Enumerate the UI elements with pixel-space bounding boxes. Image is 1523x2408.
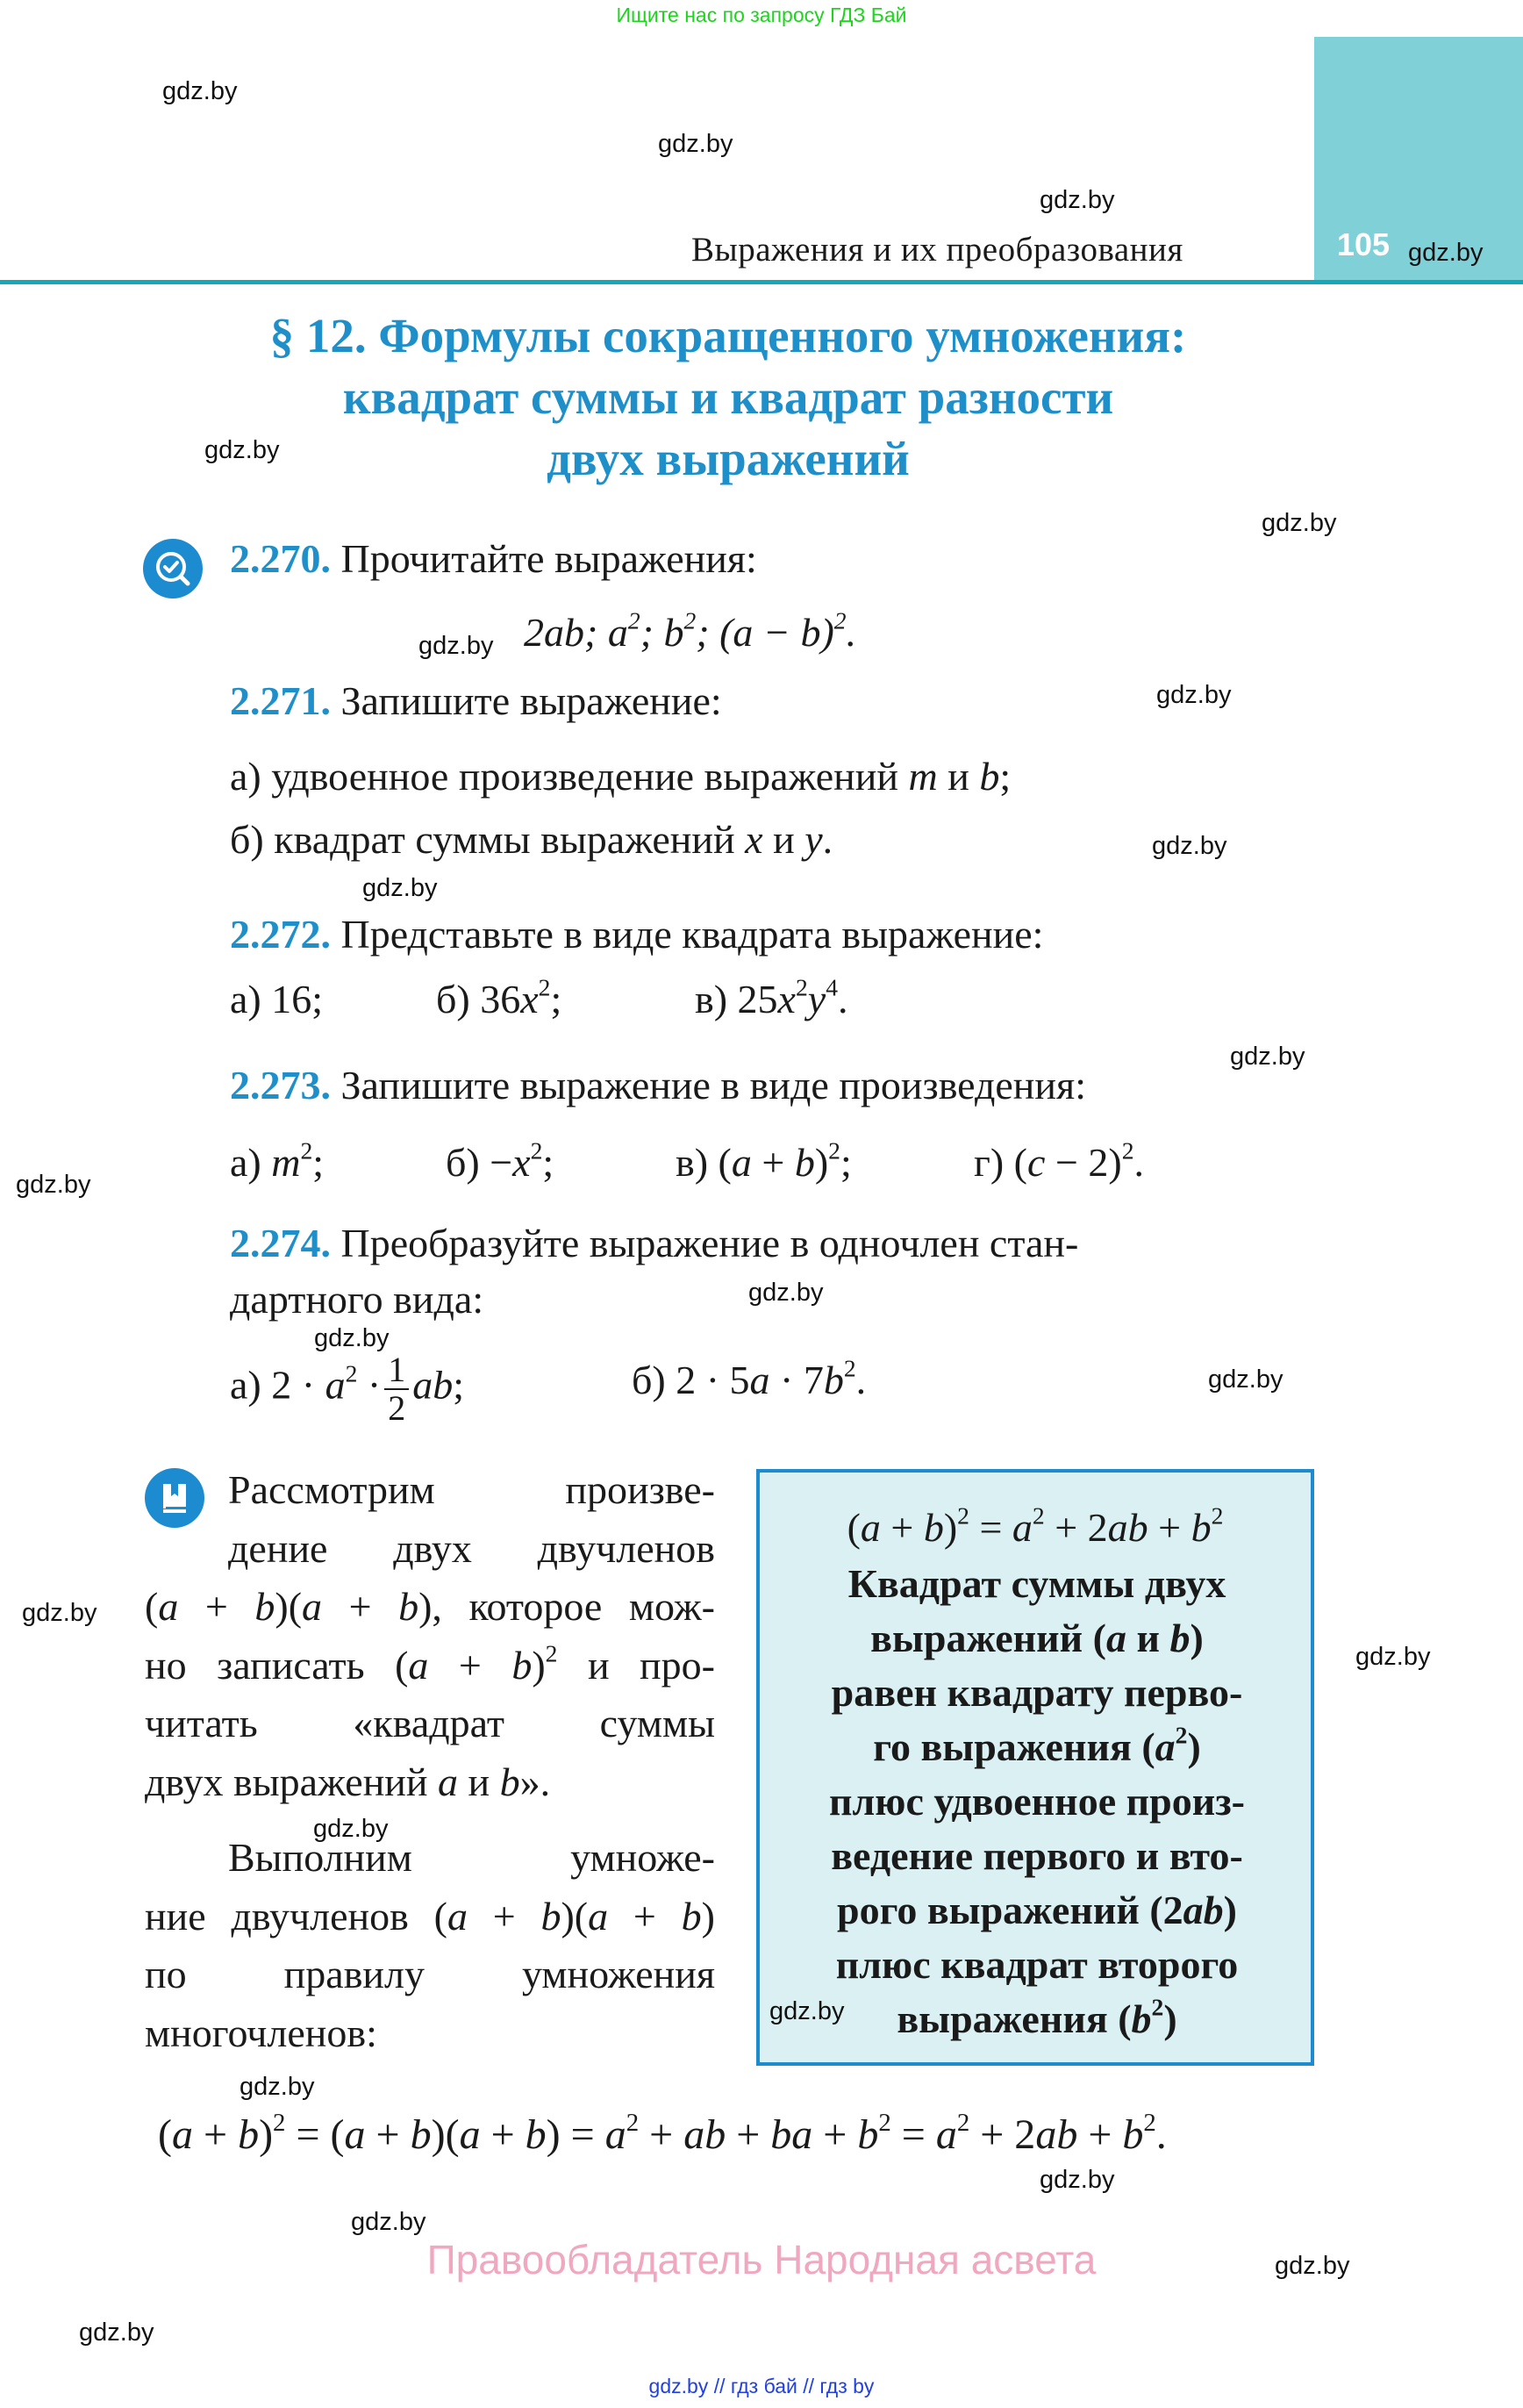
watermark: gdz.by (769, 1997, 845, 2025)
exercise-2-271 (230, 677, 722, 724)
watermark: gdz.by (1262, 509, 1337, 537)
rule-line: ведение первого и вто- (831, 1833, 1243, 1878)
watermark: gdz.by (748, 1279, 824, 1307)
rule-line: выражений (a и b) (870, 1616, 1204, 1660)
exercise-2-274 (230, 1220, 1078, 1266)
rule-line: выражения $(b^2)$ (897, 1993, 1177, 2041)
exercise-expressions: 2ab; $a^2$; $b^2$; $(a - b)^2$. (524, 606, 857, 655)
watermark: gdz.by (1275, 2252, 1350, 2280)
theory-line: дение двух двучленов (228, 1525, 715, 1571)
watermark: gdz.by (1408, 239, 1484, 267)
exercise-text: Запишите выражение: (340, 678, 722, 723)
variable: x (745, 817, 763, 862)
exercise-2-273 (230, 1062, 1086, 1108)
exercise-number: 2.271. (230, 678, 331, 723)
section-title-line-2: квадрат суммы и квадрат разности (342, 370, 1114, 424)
watermark: gdz.by (351, 2208, 426, 2236)
fraction (384, 1351, 409, 1427)
rule-line: плюс квадрат второго (835, 1942, 1239, 1987)
watermark: gdz.by (240, 2073, 315, 2101)
watermark: gdz.by (1230, 1043, 1305, 1071)
derivation-equation: $(a + b)^2 = (a + b)(a + b) = a^2$ + ab + ba + $b^2 = a^2 + 2ab + b^2$. (158, 2108, 1167, 2158)
watermark: gdz.by (204, 436, 280, 464)
exercise-item-b: б) $36x^2$; (436, 973, 562, 1021)
watermark: gdz.by (1355, 1643, 1431, 1671)
rule-line: плюс удвоенное произ- (828, 1779, 1245, 1824)
theory-line: Выполним умноже- (228, 1835, 715, 1880)
exercise-item-a: а) $m^2$; (230, 1136, 325, 1185)
theory-line: Рассмотрим произве- (228, 1467, 715, 1512)
exercise-item-b: б) $2 \cdot 5a \cdot 7b^2$. (632, 1354, 867, 1402)
item-text: квадрат суммы выражений (274, 817, 735, 862)
page-number: 105 (1337, 226, 1391, 262)
watermark: gdz.by (79, 2318, 154, 2347)
watermark: gdz.by (1040, 2166, 1115, 2194)
section-title-line-1: § 12. Формулы сокращенного умножения: (269, 309, 1187, 362)
section-title (175, 305, 1281, 490)
numerator: 1 (384, 1351, 409, 1390)
exercise-number: 2.273. (230, 1063, 331, 1107)
search-check-icon (143, 539, 203, 598)
section-title-line-3: двух выражений (547, 432, 910, 485)
exercise-2-270 (230, 535, 757, 582)
punct: . (822, 817, 833, 862)
watermark: gdz.by (314, 1324, 390, 1352)
exercise-text: Запишите выражение в виде произведения: (340, 1063, 1086, 1107)
theory-line: многочленов: (145, 2010, 377, 2055)
exercise-item-a: а) $2 \cdot a^2$ · $\frac{1}{2}$ ab; (230, 1350, 464, 1428)
conjunction: и (773, 817, 795, 862)
item-label: б) (230, 817, 264, 862)
exercise-number: 2.274. (230, 1221, 331, 1265)
exercise-number: 2.270. (230, 536, 331, 581)
exercise-text-continued: дартного вида: (230, 1277, 484, 1322)
rule-line: равен квадрату перво- (831, 1670, 1243, 1715)
item-label: а) (230, 754, 261, 799)
exercise-item-d: г) $(c - 2)^2$. (974, 1136, 1144, 1185)
rule-box (756, 1469, 1314, 2066)
exercise-item-c: в) $(a + b)^2$; (676, 1136, 852, 1185)
watermark: gdz.by (362, 874, 438, 902)
exercise-text: Представьте в виде квадрата выражение: (340, 912, 1044, 957)
watermark: gdz.by (1208, 1365, 1283, 1394)
watermark: gdz.by (313, 1815, 389, 1843)
denominator: 2 (388, 1388, 406, 1428)
header-divider (0, 280, 1523, 284)
bottom-banner: gdz.by // гдз бай // гдз by (648, 2375, 875, 2397)
variable: b (979, 754, 1000, 799)
theory-line: ние двучленов (a + b)(a + b) (145, 1893, 715, 1939)
exercise-item-a: а) 16; (230, 977, 324, 1021)
exercise-item-a (230, 753, 1011, 799)
rule-formula: $(a + b)^2 = a^2 + 2ab + b^2$ (847, 1501, 1224, 1550)
rule-line: Квадрат суммы двух (847, 1561, 1226, 1606)
theory-line: но записать $(a + b)^2$ и про- (145, 1639, 715, 1688)
watermark: gdz.by (1152, 832, 1227, 860)
exercise-text: Прочитайте выражения: (340, 536, 757, 581)
variable: y (804, 817, 823, 862)
theory-text (145, 1461, 715, 2062)
watermark: gdz.by (16, 1171, 91, 1199)
variable: m (908, 754, 938, 799)
watermark: gdz.by (1156, 681, 1232, 709)
exercise-item-b (230, 816, 833, 863)
exercise-2-272 (230, 911, 1043, 957)
watermark: gdz.by (22, 1599, 97, 1627)
exercise-item-c: в) $25x^2y^4$. (695, 973, 848, 1021)
exercise-text: Преобразуйте выражение в одночлен стан- (340, 1221, 1079, 1265)
exercise-item-b: $б) -x^2$; (446, 1136, 554, 1185)
copyright-notice: Правообладатель Народная асвета (426, 2237, 1097, 2283)
spacer (145, 1811, 715, 1829)
rule-line: рого выражений (2ab) (837, 1888, 1237, 1932)
running-head: Выражения и их преобразования (691, 231, 1183, 269)
exercise-number: 2.272. (230, 912, 331, 957)
punct: ; (999, 754, 1012, 799)
top-banner: Ищите нас по запросу ГДЗ Бай (616, 4, 907, 26)
conjunction: и (947, 754, 969, 799)
watermark: gdz.by (1040, 186, 1115, 214)
theory-line: двух выражений a и b». (145, 1759, 551, 1804)
theory-line: по правилу умножения (145, 1952, 715, 1996)
watermark: gdz.by (162, 77, 238, 105)
item-text: удвоенное произведение выражений (271, 754, 898, 799)
watermark: gdz.by (658, 130, 733, 158)
theory-line: (a + b)(a + b), которое мож- (145, 1584, 715, 1629)
theory-line: читать «квадрат суммы (145, 1701, 715, 1745)
rule-text (777, 1557, 1297, 2046)
rule-line: го выражения $(a^2)$ (873, 1721, 1201, 1769)
watermark: gdz.by (418, 632, 494, 660)
